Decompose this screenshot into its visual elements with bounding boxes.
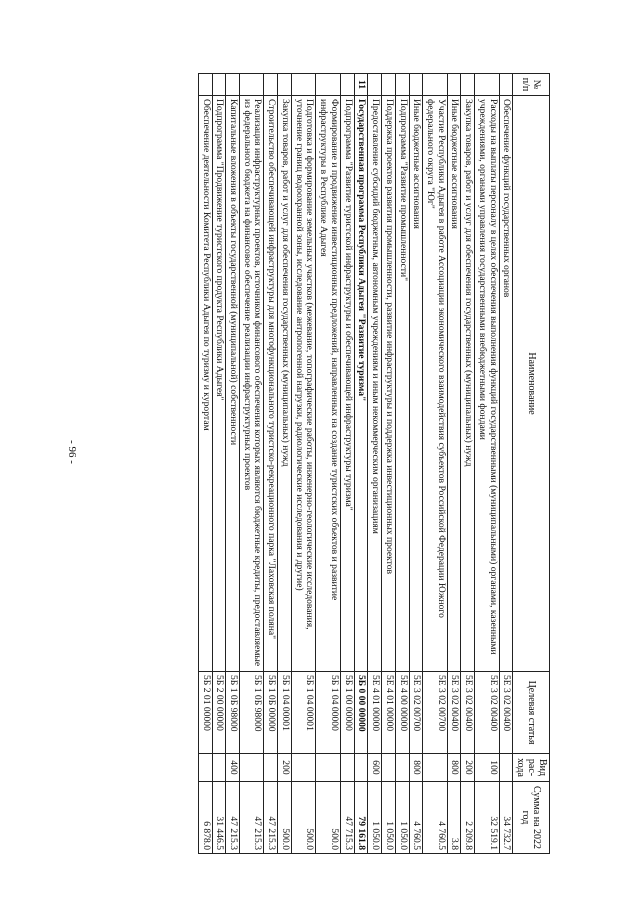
row-expense-type <box>264 754 278 782</box>
page-number: - 96 - <box>66 440 79 464</box>
row-code: 5Е 4 01 00000 <box>368 672 382 754</box>
row-name: Поддержка проектов развития промышленности, развитие инфраструктуры и поддержка инвестиционных проектов <box>382 96 396 672</box>
row-expense-type <box>499 754 513 782</box>
table-header-row <box>513 74 550 854</box>
table-row <box>475 74 499 854</box>
row-number <box>240 74 264 96</box>
table-row <box>278 74 292 854</box>
table-row <box>461 74 475 854</box>
row-expense-type <box>316 754 340 782</box>
row-amount: 3.8 <box>447 782 461 854</box>
row-name: Обеспечение функций государственных органов <box>499 96 513 672</box>
row-amount: 34 732.7 <box>499 782 513 854</box>
row-name: Подпрограмма "Продвижение туристского продукта Республики Адыгея" <box>212 96 226 672</box>
row-expense-type: 400 <box>226 754 240 782</box>
row-expense-type: 200 <box>461 754 475 782</box>
row-amount: 79 161.8 <box>354 782 368 854</box>
row-amount: 500.0 <box>291 782 315 854</box>
row-name: Капитальные вложения в объекты государственной (муниципальной) собственности <box>226 96 240 672</box>
table-row <box>340 74 354 854</box>
table-row <box>198 74 212 854</box>
row-expense-type <box>395 754 409 782</box>
header-num: № п/п <box>513 74 550 96</box>
table-row <box>423 74 447 854</box>
table-row <box>354 74 368 854</box>
table-row <box>264 74 278 854</box>
row-number <box>264 74 278 96</box>
row-code: 5Е 4 01 00000 <box>382 672 396 754</box>
row-code: 5Б 0 00 00000 <box>354 672 368 754</box>
row-number <box>499 74 513 96</box>
row-expense-type: 200 <box>278 754 292 782</box>
row-amount: 47 215.3 <box>264 782 278 854</box>
row-expense-type <box>212 754 226 782</box>
table-row <box>212 74 226 854</box>
row-number <box>212 74 226 96</box>
row-name: Иные бюджетные ассигнования <box>409 96 423 672</box>
table-row <box>291 74 315 854</box>
row-number <box>198 74 212 96</box>
table-row <box>368 74 382 854</box>
row-amount: 1 050.0 <box>382 782 396 854</box>
row-name: Расходы на выплаты персоналу в целях обеспечения выполнения функций государственными (муниципальными) органами, казенными учреждениями, органами управления государственными внебюджетными фондами <box>475 96 499 672</box>
row-expense-type: 800 <box>409 754 423 782</box>
row-number <box>409 74 423 96</box>
row-expense-type <box>340 754 354 782</box>
row-amount: 4 760.5 <box>423 782 447 854</box>
table-row <box>499 74 513 854</box>
row-number <box>447 74 461 96</box>
row-code: 5Е 3 02 00400 <box>447 672 461 754</box>
row-number <box>423 74 447 96</box>
row-expense-type <box>423 754 447 782</box>
row-name: Реализация инфраструктурных проектов, источником финансового обеспечения которых являются бюджетные кредиты, предоставляемые из федерального бюджета на финансовое обеспечение реализации инфраструктурных проектов <box>240 96 264 672</box>
row-number <box>395 74 409 96</box>
row-expense-type <box>240 754 264 782</box>
table-row <box>395 74 409 854</box>
row-code: 5Е 3 02 00700 <box>409 672 423 754</box>
row-amount: 1 050.0 <box>368 782 382 854</box>
row-expense-type: 100 <box>475 754 499 782</box>
row-name: Закупка товаров, работ и услуг для обеспечения государственных (муниципальных) нужд <box>461 96 475 672</box>
header-name: Наименование <box>513 96 550 672</box>
header-vid: Вид рас- хода <box>513 754 550 782</box>
row-name: Закупка товаров, работ и услуг для обеспечения государственных (муниципальных) нужд <box>278 96 292 672</box>
row-amount: 47 215.3 <box>226 782 240 854</box>
row-number <box>340 74 354 96</box>
row-name: Строительство обеспечивающей инфраструктуры для многофункционального туристско-рекреационного парка "Лаховская поляна" <box>264 96 278 672</box>
row-amount: 2 209.8 <box>461 782 475 854</box>
rotated-table-container <box>122 73 550 853</box>
row-number <box>226 74 240 96</box>
row-code: 5Б 1 00 00000 <box>340 672 354 754</box>
row-code: 5Е 3 02 00400 <box>475 672 499 754</box>
row-name: Подпрограмма "Развитие промышленности" <box>395 96 409 672</box>
row-name: Участие Республики Адыгея в работе Ассоциации экономического взаимодействия субъектов Российской Федерации Южного федерального округа "Юг" <box>423 96 447 672</box>
row-name: Иные бюджетные ассигнования <box>447 96 461 672</box>
row-amount: 6 878.0 <box>198 782 212 854</box>
row-code: 5Б 2 00 00000 <box>212 672 226 754</box>
row-expense-type <box>198 754 212 782</box>
row-name: Подготовка и формирование земельных участков (межевание, топографические работы, инженерно-геологические исследования, уточнение границ водоохранной зоны, исследование антропогенной нагрузки, радиологические исследования и другие) <box>291 96 315 672</box>
row-number <box>316 74 340 96</box>
row-code: 5Е 4 00 00000 <box>395 672 409 754</box>
row-name: Предоставление субсидий бюджетным, автономным учреждениям и иным некоммерческим организациям <box>368 96 382 672</box>
row-code: 5Б 1 0Б 98000 <box>226 672 240 754</box>
table-row <box>382 74 396 854</box>
table-row <box>447 74 461 854</box>
row-expense-type <box>382 754 396 782</box>
budget-table <box>198 73 550 854</box>
row-code: 5Б 1 04 00001 <box>291 672 315 754</box>
row-number <box>368 74 382 96</box>
row-amount: 47 215.3 <box>240 782 264 854</box>
row-name: Обеспечение деятельности Комитета Республики Адыгея по туризму и курортам <box>198 96 212 672</box>
table-row <box>226 74 240 854</box>
row-amount: 1 050.0 <box>395 782 409 854</box>
row-code: 5Б 1 04 00001 <box>278 672 292 754</box>
row-name: Формирование и продвижение инвестиционных предложений, направленных на создание туристских объектов и развитие инфраструктуры в Республике Адыгея <box>316 96 340 672</box>
row-number <box>382 74 396 96</box>
row-amount: 500.0 <box>278 782 292 854</box>
row-name: Подпрограмма "Развитие туристской инфраструктуры и обеспечивающей инфраструктуры туризма" <box>340 96 354 672</box>
row-amount: 4 760.5 <box>409 782 423 854</box>
row-amount: 32 519.1 <box>475 782 499 854</box>
row-expense-type: 800 <box>447 754 461 782</box>
table-row <box>316 74 340 854</box>
row-number <box>278 74 292 96</box>
row-code: 5Б 1 04 00000 <box>316 672 340 754</box>
row-number <box>475 74 499 96</box>
row-code: 5Е 3 02 00400 <box>499 672 513 754</box>
header-code: Целевая статья <box>513 672 550 754</box>
row-code: 5Б 1 0Б 00000 <box>264 672 278 754</box>
row-number <box>461 74 475 96</box>
row-amount: 500.0 <box>316 782 340 854</box>
row-name: Государственная программа Республики Адыгея "Развитие туризма" <box>354 96 368 672</box>
row-expense-type <box>354 754 368 782</box>
row-number <box>291 74 315 96</box>
row-expense-type <box>291 754 315 782</box>
header-sum: Сумма на 2022 год <box>513 782 550 854</box>
row-code: 5Е 3 02 00700 <box>423 672 447 754</box>
table-row <box>409 74 423 854</box>
row-code: 5Б 1 0Б 98000 <box>240 672 264 754</box>
row-amount: 47 715.3 <box>340 782 354 854</box>
row-code: 5Е 3 02 00400 <box>461 672 475 754</box>
row-code: 5Б 2 01 00000 <box>198 672 212 754</box>
table-body <box>198 74 513 854</box>
row-amount: 31 446.5 <box>212 782 226 854</box>
table-row <box>240 74 264 854</box>
row-number: 11 <box>354 74 368 96</box>
row-expense-type: 600 <box>368 754 382 782</box>
